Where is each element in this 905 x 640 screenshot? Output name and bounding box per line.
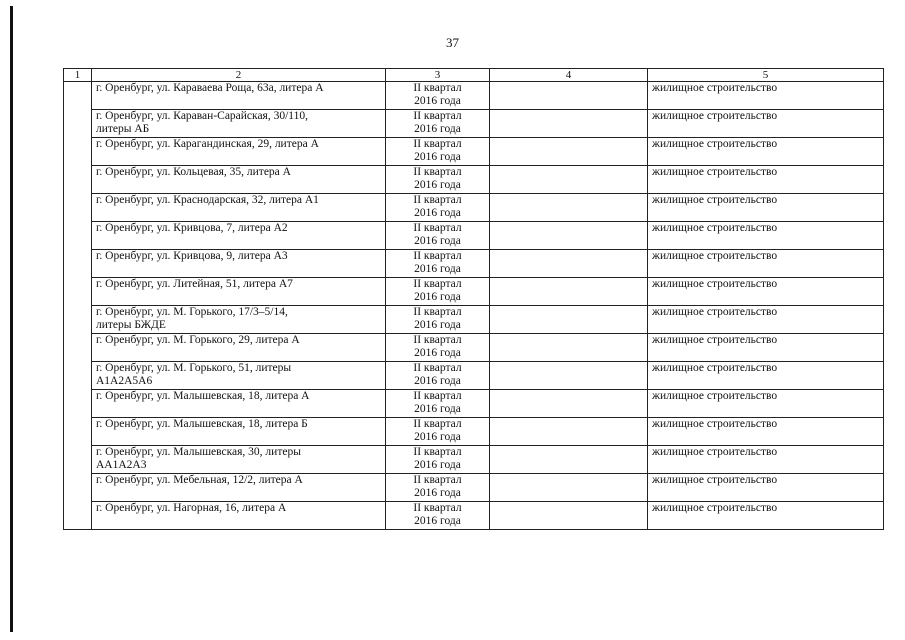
purpose-cell: жилищное строительство xyxy=(648,82,884,110)
purpose-cell: жилищное строительство xyxy=(648,334,884,362)
period-cell: II квартал 2016 года xyxy=(386,194,490,222)
table-row xyxy=(64,82,884,110)
col-1-cell xyxy=(64,82,92,530)
address-cell: г. Оренбург, ул. М. Горького, 29, литера А xyxy=(92,334,386,362)
period-cell: II квартал 2016 года xyxy=(386,390,490,418)
period-cell: II квартал 2016 года xyxy=(386,138,490,166)
table-body xyxy=(64,82,884,530)
address-cell: г. Оренбург, ул. Литейная, 51, литера А7 xyxy=(92,278,386,306)
col-4-cell xyxy=(490,502,648,530)
col-4-cell xyxy=(490,166,648,194)
header-col-2: 2 xyxy=(92,69,386,82)
col-4-cell xyxy=(490,334,648,362)
address-cell: г. Оренбург, ул. Малышевская, 18, литера Б xyxy=(92,418,386,446)
col-4-cell xyxy=(490,194,648,222)
table-row xyxy=(64,474,884,502)
table-row xyxy=(64,306,884,334)
purpose-cell: жилищное строительство xyxy=(648,418,884,446)
purpose-cell: жилищное строительство xyxy=(648,278,884,306)
binding-bar xyxy=(10,6,13,632)
col-4-cell xyxy=(490,306,648,334)
col-4-cell xyxy=(490,222,648,250)
period-cell: II квартал 2016 года xyxy=(386,278,490,306)
table-row xyxy=(64,334,884,362)
purpose-cell: жилищное строительство xyxy=(648,306,884,334)
address-cell: г. Оренбург, ул. М. Горького, 17/3–5/14, литеры БЖДЕ xyxy=(92,306,386,334)
header-col-5: 5 xyxy=(648,69,884,82)
purpose-cell: жилищное строительство xyxy=(648,474,884,502)
purpose-cell: жилищное строительство xyxy=(648,166,884,194)
purpose-cell: жилищное строительство xyxy=(648,390,884,418)
period-cell: II квартал 2016 года xyxy=(386,166,490,194)
col-4-cell xyxy=(490,418,648,446)
address-cell: г. Оренбург, ул. Карагандинская, 29, литера А xyxy=(92,138,386,166)
purpose-cell: жилищное строительство xyxy=(648,502,884,530)
purpose-cell: жилищное строительство xyxy=(648,222,884,250)
address-cell: г. Оренбург, ул. Кривцова, 7, литера А2 xyxy=(92,222,386,250)
col-4-cell xyxy=(490,474,648,502)
period-cell: II квартал 2016 года xyxy=(386,250,490,278)
period-cell: II квартал 2016 года xyxy=(386,362,490,390)
table-row xyxy=(64,138,884,166)
purpose-cell: жилищное строительство xyxy=(648,194,884,222)
period-cell: II квартал 2016 года xyxy=(386,334,490,362)
col-4-cell xyxy=(490,390,648,418)
table-row xyxy=(64,278,884,306)
header-col-3: 3 xyxy=(386,69,490,82)
table-row xyxy=(64,418,884,446)
period-cell: II квартал 2016 года xyxy=(386,110,490,138)
purpose-cell: жилищное строительство xyxy=(648,446,884,474)
period-cell: II квартал 2016 года xyxy=(386,222,490,250)
purpose-cell: жилищное строительство xyxy=(648,110,884,138)
document-table xyxy=(63,68,884,530)
period-cell: II квартал 2016 года xyxy=(386,446,490,474)
address-cell: г. Оренбург, ул. Малышевская, 30, литеры АА1А2А3 xyxy=(92,446,386,474)
table-row xyxy=(64,446,884,474)
address-cell: г. Оренбург, ул. Кривцова, 9, литера А3 xyxy=(92,250,386,278)
address-cell: г. Оренбург, ул. Мебельная, 12/2, литера А xyxy=(92,474,386,502)
col-4-cell xyxy=(490,446,648,474)
col-4-cell xyxy=(490,110,648,138)
header-col-1: 1 xyxy=(64,69,92,82)
period-cell: II квартал 2016 года xyxy=(386,474,490,502)
page-number: 37 xyxy=(446,35,459,50)
period-cell: II квартал 2016 года xyxy=(386,82,490,110)
table-row xyxy=(64,390,884,418)
col-4-cell xyxy=(490,362,648,390)
address-cell: г. Оренбург, ул. Краснодарская, 32, литера А1 xyxy=(92,194,386,222)
period-cell: II квартал 2016 года xyxy=(386,502,490,530)
table-row xyxy=(64,166,884,194)
purpose-cell: жилищное строительство xyxy=(648,250,884,278)
period-cell: II квартал 2016 года xyxy=(386,306,490,334)
address-cell: г. Оренбург, ул. Караван-Сарайская, 30/110, литеры АБ xyxy=(92,110,386,138)
period-cell: II квартал 2016 года xyxy=(386,418,490,446)
address-cell: г. Оренбург, ул. М. Горького, 51, литеры А1А2А5А6 xyxy=(92,362,386,390)
table-row xyxy=(64,194,884,222)
table-row xyxy=(64,222,884,250)
table-row xyxy=(64,250,884,278)
table-row xyxy=(64,502,884,530)
col-4-cell xyxy=(490,250,648,278)
col-4-cell xyxy=(490,278,648,306)
address-cell: г. Оренбург, ул. Караваева Роща, 63а, литера А xyxy=(92,82,386,110)
purpose-cell: жилищное строительство xyxy=(648,138,884,166)
address-cell: г. Оренбург, ул. Нагорная, 16, литера А xyxy=(92,502,386,530)
col-4-cell xyxy=(490,82,648,110)
table-row xyxy=(64,110,884,138)
purpose-cell: жилищное строительство xyxy=(648,362,884,390)
address-cell: г. Оренбург, ул. Кольцевая, 35, литера А xyxy=(92,166,386,194)
header-col-4: 4 xyxy=(490,69,648,82)
table-row xyxy=(64,362,884,390)
header-row xyxy=(64,69,884,82)
address-cell: г. Оренбург, ул. Малышевская, 18, литера А xyxy=(92,390,386,418)
col-4-cell xyxy=(490,138,648,166)
